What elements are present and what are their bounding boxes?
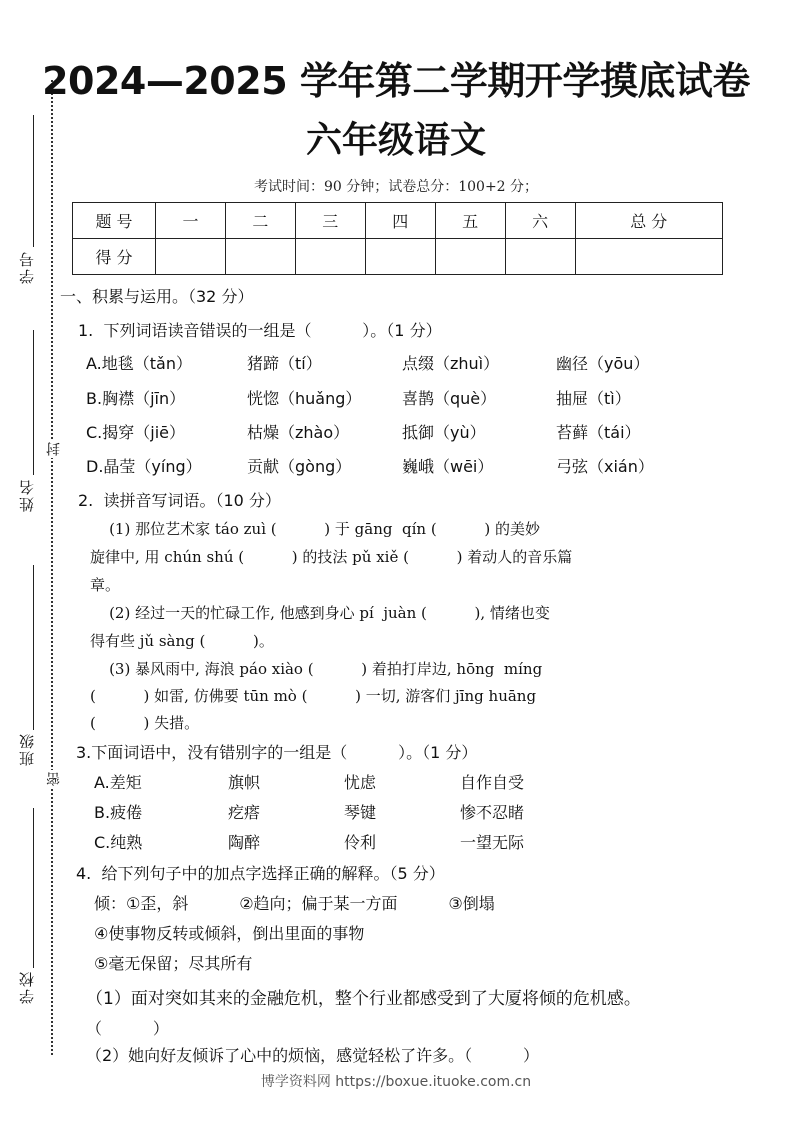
q3-prompt: 3.下面词语中，没有错别字的一组是（ ）。（1 分） <box>76 743 478 762</box>
q4-prompt: 4. 给下列句子中的加点字选择正确的解释。（5 分） <box>76 864 445 883</box>
q1-option: C.揭穿（jiē） <box>86 423 185 442</box>
score-cell[interactable] <box>225 239 295 275</box>
q4-item: （2）她向好友倾诉了心中的烦恼，感觉轻松了许多。（ ） <box>86 1046 540 1065</box>
score-table <box>72 202 723 275</box>
q3-option: 忧虑 <box>344 773 377 792</box>
q1-option: 点缀（zhuì） <box>402 354 500 373</box>
q2-line: (2) 经过一天的忙碌工作, 他感到身心 pí juàn ( ), 情绪也变 <box>90 604 550 622</box>
q2-line: (1) 那位艺术家 táo zuì ( ) 于 gāng qín ( ) 的美妙 <box>90 520 541 538</box>
q2-line: (3) 暴风雨中, 海浪 páo xiào ( ) 着拍打岸边, hōng míng <box>90 660 543 678</box>
q2-line: 得有些 jǔ sàng ( )。 <box>90 632 274 650</box>
q3-option: 一望无际 <box>460 833 525 852</box>
q3-option: 旗帜 <box>228 773 261 792</box>
header-cell: 题 号 <box>73 203 156 239</box>
q4-item: （1）面对突如其来的金融危机，整个行业都感受到了大厦将倾的危机感。 <box>86 989 641 1009</box>
binding-dotted-line <box>51 80 55 1055</box>
q1-option: 恍惚（huǎng） <box>247 389 362 408</box>
q1-option: 枯燥（zhào） <box>247 423 350 442</box>
q1-option: D.晶莹（yíng） <box>86 457 202 476</box>
q4-definition: ④使事物反转或倾斜，倒出里面的事物 <box>94 924 365 943</box>
q1-option: 猪蹄（tí） <box>247 354 322 373</box>
header-cell: 三 <box>295 203 365 239</box>
header-cell: 总 分 <box>575 203 722 239</box>
q1-option: B.胸襟（jīn） <box>86 389 186 408</box>
exam-meta: 考试时间：90 分钟；试卷总分：100+2 分； <box>253 179 539 195</box>
q2-line: ( ) 如雷, 仿佛要 tūn mò ( ) 一切, 游客们 jīng huāng <box>90 687 537 705</box>
score-table-score-row <box>73 239 723 275</box>
q1-option: 贡献（gòng） <box>247 457 352 476</box>
q1-option: 巍峨（wēi） <box>402 457 494 476</box>
q1-option: 喜鹊（què） <box>402 389 497 408</box>
exam-subtitle: 六年级语文 <box>305 120 486 161</box>
score-cell[interactable] <box>365 239 435 275</box>
q3-option: 伶利 <box>344 833 377 852</box>
score-row-label: 得 分 <box>73 239 156 275</box>
q1-option: A.地毯（tǎn） <box>86 354 192 373</box>
q4-answer-blank[interactable]: （ ） <box>86 1019 169 1038</box>
q3-option: 自作自受 <box>460 773 525 792</box>
header-cell: 六 <box>505 203 575 239</box>
score-cell[interactable] <box>505 239 575 275</box>
q3-option: C.纯熟 <box>94 833 143 852</box>
score-cell[interactable] <box>435 239 505 275</box>
name-line <box>33 330 34 475</box>
class-label: 班级 <box>18 732 36 766</box>
q4-definition: 倾：①歪，斜 ②趋向；偏于某一方面 ③倒塌 <box>94 894 495 913</box>
q2-prompt: 2. 读拼音写词语。（10 分） <box>78 491 281 510</box>
q3-option: 惨不忍睹 <box>460 803 525 822</box>
q2-line: 章。 <box>90 576 121 594</box>
score-cell[interactable] <box>295 239 365 275</box>
q1-option: 苔藓（tái） <box>556 423 641 442</box>
seal-mark-feng: 封 <box>46 442 62 456</box>
exam-title: 2024—2025 学年第二学期开学摸底试卷 <box>42 59 750 103</box>
class-line <box>33 565 34 730</box>
q1-option: 弓弦（xián） <box>556 457 654 476</box>
score-cell[interactable] <box>575 239 722 275</box>
section-heading: 一、积累与运用。（32 分） <box>60 287 254 306</box>
q1-option: 幽径（yōu） <box>556 354 650 373</box>
school-line <box>33 808 34 968</box>
score-table-header-row <box>73 203 723 239</box>
header-cell: 五 <box>435 203 505 239</box>
header-cell: 一 <box>156 203 226 239</box>
q3-option: 陶醉 <box>228 833 261 852</box>
seal-mark-mi: 密 <box>46 772 62 786</box>
header-cell: 二 <box>225 203 295 239</box>
name-label: 姓名 <box>18 478 36 512</box>
q3-option: A.差矩 <box>94 773 142 792</box>
q1-option: 抽屉（tì） <box>556 389 631 408</box>
q3-option: 疙瘩 <box>228 803 261 822</box>
q3-option: B.疲倦 <box>94 803 143 822</box>
q4-definition: ⑤毫无保留；尽其所有 <box>94 954 253 973</box>
q1-option: 抵御（yù） <box>402 423 486 442</box>
header-cell: 四 <box>365 203 435 239</box>
q2-line: 旋律中, 用 chún shú ( ) 的技法 pǔ xiě ( ) 着动人的音乐篇 <box>90 548 573 566</box>
score-cell[interactable] <box>156 239 226 275</box>
school-label: 学校 <box>18 970 36 1004</box>
q2-line: ( ) 失措。 <box>90 714 200 732</box>
student-id-label: 学号 <box>18 250 36 284</box>
watermark: 博学资料网 https://boxue.ituoke.com.cn <box>260 1074 532 1090</box>
q1-prompt: 1. 下列词语读音错误的一组是（ ）。（1 分） <box>78 321 442 340</box>
q3-option: 琴键 <box>344 803 377 822</box>
